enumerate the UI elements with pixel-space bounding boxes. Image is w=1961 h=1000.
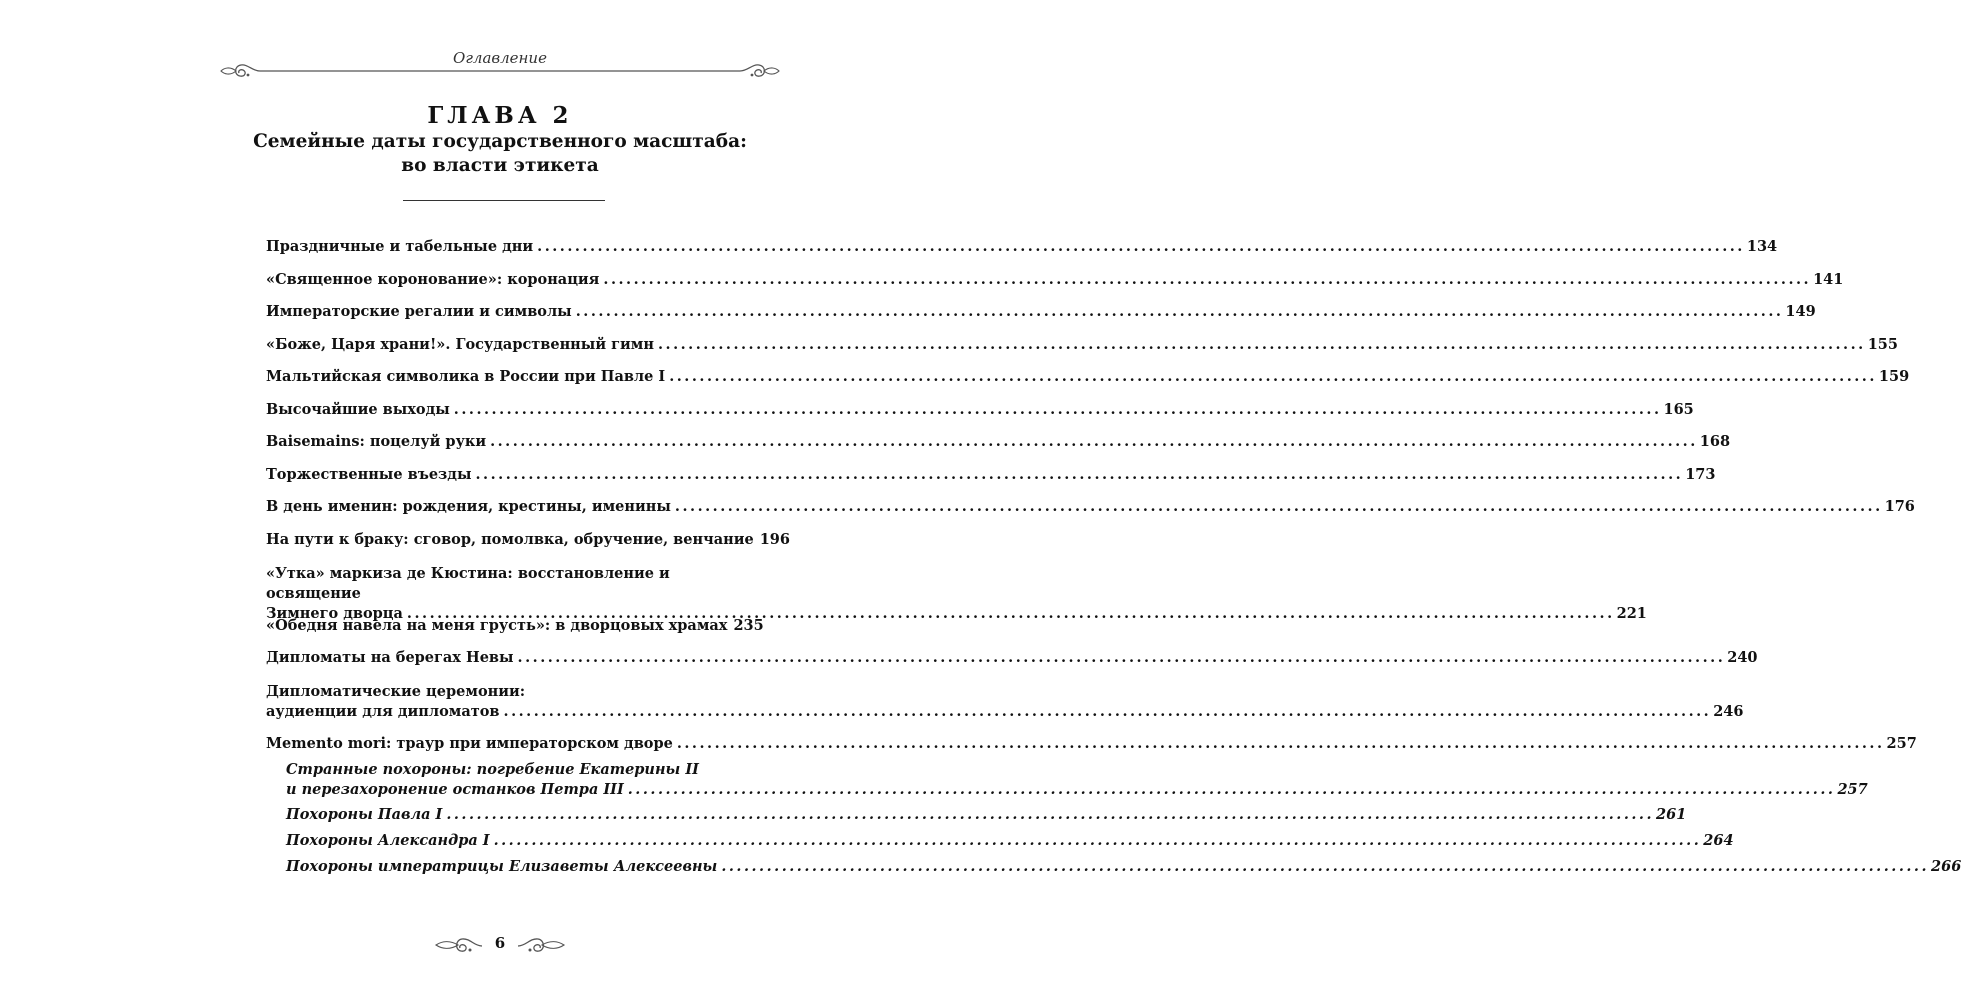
toc-entry-page: 165 <box>1663 401 1694 418</box>
toc-entry-title-line1: «Утка» маркиза де Кюстина: восстановление и освящение <box>266 565 670 602</box>
leader-dots: ................................................................................................................................................................ <box>674 498 1883 515</box>
toc-entry-page: 246 <box>1713 703 1744 720</box>
toc-entry-title: «Обедня навела на меня грусть»: в дворцовых храмах <box>266 617 728 634</box>
toc-entry-title: «Священное коронование»: коронация <box>266 271 600 288</box>
toc-entry-title: В день именин: рождения, крестины, именины <box>266 498 671 515</box>
toc-subentry[interactable] <box>286 857 1961 877</box>
toc-entry-page: 141 <box>1813 271 1844 288</box>
toc-entry-title: Baisemains: поцелуй руки <box>266 433 487 450</box>
leader-dots: ................................................................................................................................................................ <box>446 806 1655 823</box>
toc-subentry-page: 266 <box>1931 858 1961 875</box>
toc-entry[interactable] <box>266 497 1915 517</box>
toc-entry-title: Высочайшие выходы <box>266 401 450 418</box>
toc-entry-page: 196 <box>759 531 790 548</box>
toc-entry-page: 134 <box>1746 238 1778 255</box>
leader-dots: ................................................................................................................................................................ <box>475 466 1684 483</box>
leader-dots: ................................................................................................................................................................ <box>575 303 1784 320</box>
toc-entry[interactable] <box>266 432 1731 452</box>
toc-entry-page: 221 <box>1616 605 1647 622</box>
toc-entry-page: 235 <box>733 617 764 634</box>
flourish-rule-icon <box>218 60 782 82</box>
toc-entry-title: Праздничные и табельные дни <box>266 238 534 255</box>
running-head: Оглавление <box>453 49 547 67</box>
leader-dots: ................................................................................................................................................................ <box>603 271 1812 288</box>
toc-entry-page: 173 <box>1685 466 1716 483</box>
toc-entry-page: 168 <box>1699 433 1731 450</box>
leader-dots: ................................................................................................................................................................ <box>721 858 1930 875</box>
toc-entry-title-line1: Дипломатические церемонии: <box>266 683 526 700</box>
toc-entry[interactable] <box>266 682 1744 722</box>
toc-entry-title: На пути к браку: сговор, помолвка, обручение, венчание <box>266 531 754 548</box>
toc-entry-page: 257 <box>1886 735 1917 752</box>
toc-subentry-title: Похороны Александра I <box>286 832 490 849</box>
toc-entry[interactable] <box>266 367 1910 387</box>
toc-subentry-title: Похороны Павла I <box>286 806 443 823</box>
leader-dots: ................................................................................................................................................................ <box>657 336 1866 353</box>
leader-dots: ................................................................................................................................................................ <box>503 703 1712 720</box>
toc-entry[interactable] <box>266 530 790 550</box>
toc-entry[interactable] <box>266 400 1694 420</box>
leader-dots: ................................................................................................................................................................ <box>627 781 1836 798</box>
toc-entry[interactable] <box>266 564 1647 624</box>
toc-subentry-page: 261 <box>1656 806 1687 823</box>
toc-entry-page: 155 <box>1867 336 1898 353</box>
toc-subentry-title-line1: Странные похороны: погребение Екатерины II <box>286 761 699 778</box>
toc-entry-title: «Боже, Царя храни!». Государственный гимн <box>266 336 654 353</box>
toc-entry-page: 176 <box>1884 498 1915 515</box>
toc-entry-title: Мальтийская символика в России при Павле I <box>266 368 666 385</box>
toc-subentry-page: 257 <box>1837 781 1868 798</box>
toc-entry[interactable] <box>266 237 1778 257</box>
toc-subentry-title: Похороны императрицы Елизаветы Алексеевны <box>286 858 718 875</box>
toc-subentry[interactable] <box>286 831 1734 851</box>
leader-dots: ................................................................................................................................................................ <box>493 832 1702 849</box>
page-number: 6 <box>494 934 506 952</box>
toc-entry[interactable] <box>266 616 764 636</box>
toc-entry-title: аудиенции для дипломатов <box>266 703 500 720</box>
toc-entry[interactable] <box>266 734 1917 754</box>
toc-subentry-page: 264 <box>1703 832 1734 849</box>
toc-entry-title: Дипломаты на берегах Невы <box>266 649 514 666</box>
toc-entry-title: Торжественные въезды <box>266 466 472 483</box>
toc-entry-page: 159 <box>1878 368 1910 385</box>
toc-subentry-title: и перезахоронение останков Петра III <box>286 781 624 798</box>
leader-dots: ................................................................................................................................................................ <box>537 238 1745 255</box>
chapter-title-line2: во власти этикета <box>401 155 599 176</box>
toc-entry-title: Memento mori: траур при императорском дворе <box>266 735 673 752</box>
toc-entry-title: Императорские регалии и символы <box>266 303 572 320</box>
title-divider <box>403 200 605 201</box>
chapter-title <box>0 130 1000 178</box>
toc-entry-page: 149 <box>1785 303 1816 320</box>
toc-entry[interactable] <box>266 465 1716 485</box>
toc-entry[interactable] <box>266 335 1898 355</box>
toc-subentry[interactable] <box>286 760 1868 800</box>
toc-subentry[interactable] <box>286 805 1687 825</box>
leader-dots: ................................................................................................................................................................ <box>517 649 1726 666</box>
chapter-title-line1: Семейные даты государственного масштаба: <box>253 131 747 152</box>
leader-dots: ................................................................................................................................................................ <box>490 433 1698 450</box>
leader-dots: ................................................................................................................................................................ <box>676 735 1885 752</box>
leader-dots: ................................................................................................................................................................ <box>406 605 1615 622</box>
toc-entry[interactable] <box>266 302 1816 322</box>
leader-dots: ................................................................................................................................................................ <box>453 401 1662 418</box>
toc-entry[interactable] <box>266 648 1758 668</box>
toc-entry-title: Зимнего дворца <box>266 605 403 622</box>
toc-entry[interactable] <box>266 270 1844 290</box>
chapter-label: ГЛАВА 2 <box>427 102 573 129</box>
toc-entry-page: 240 <box>1727 649 1758 666</box>
leader-dots: ................................................................................................................................................................ <box>669 368 1877 385</box>
